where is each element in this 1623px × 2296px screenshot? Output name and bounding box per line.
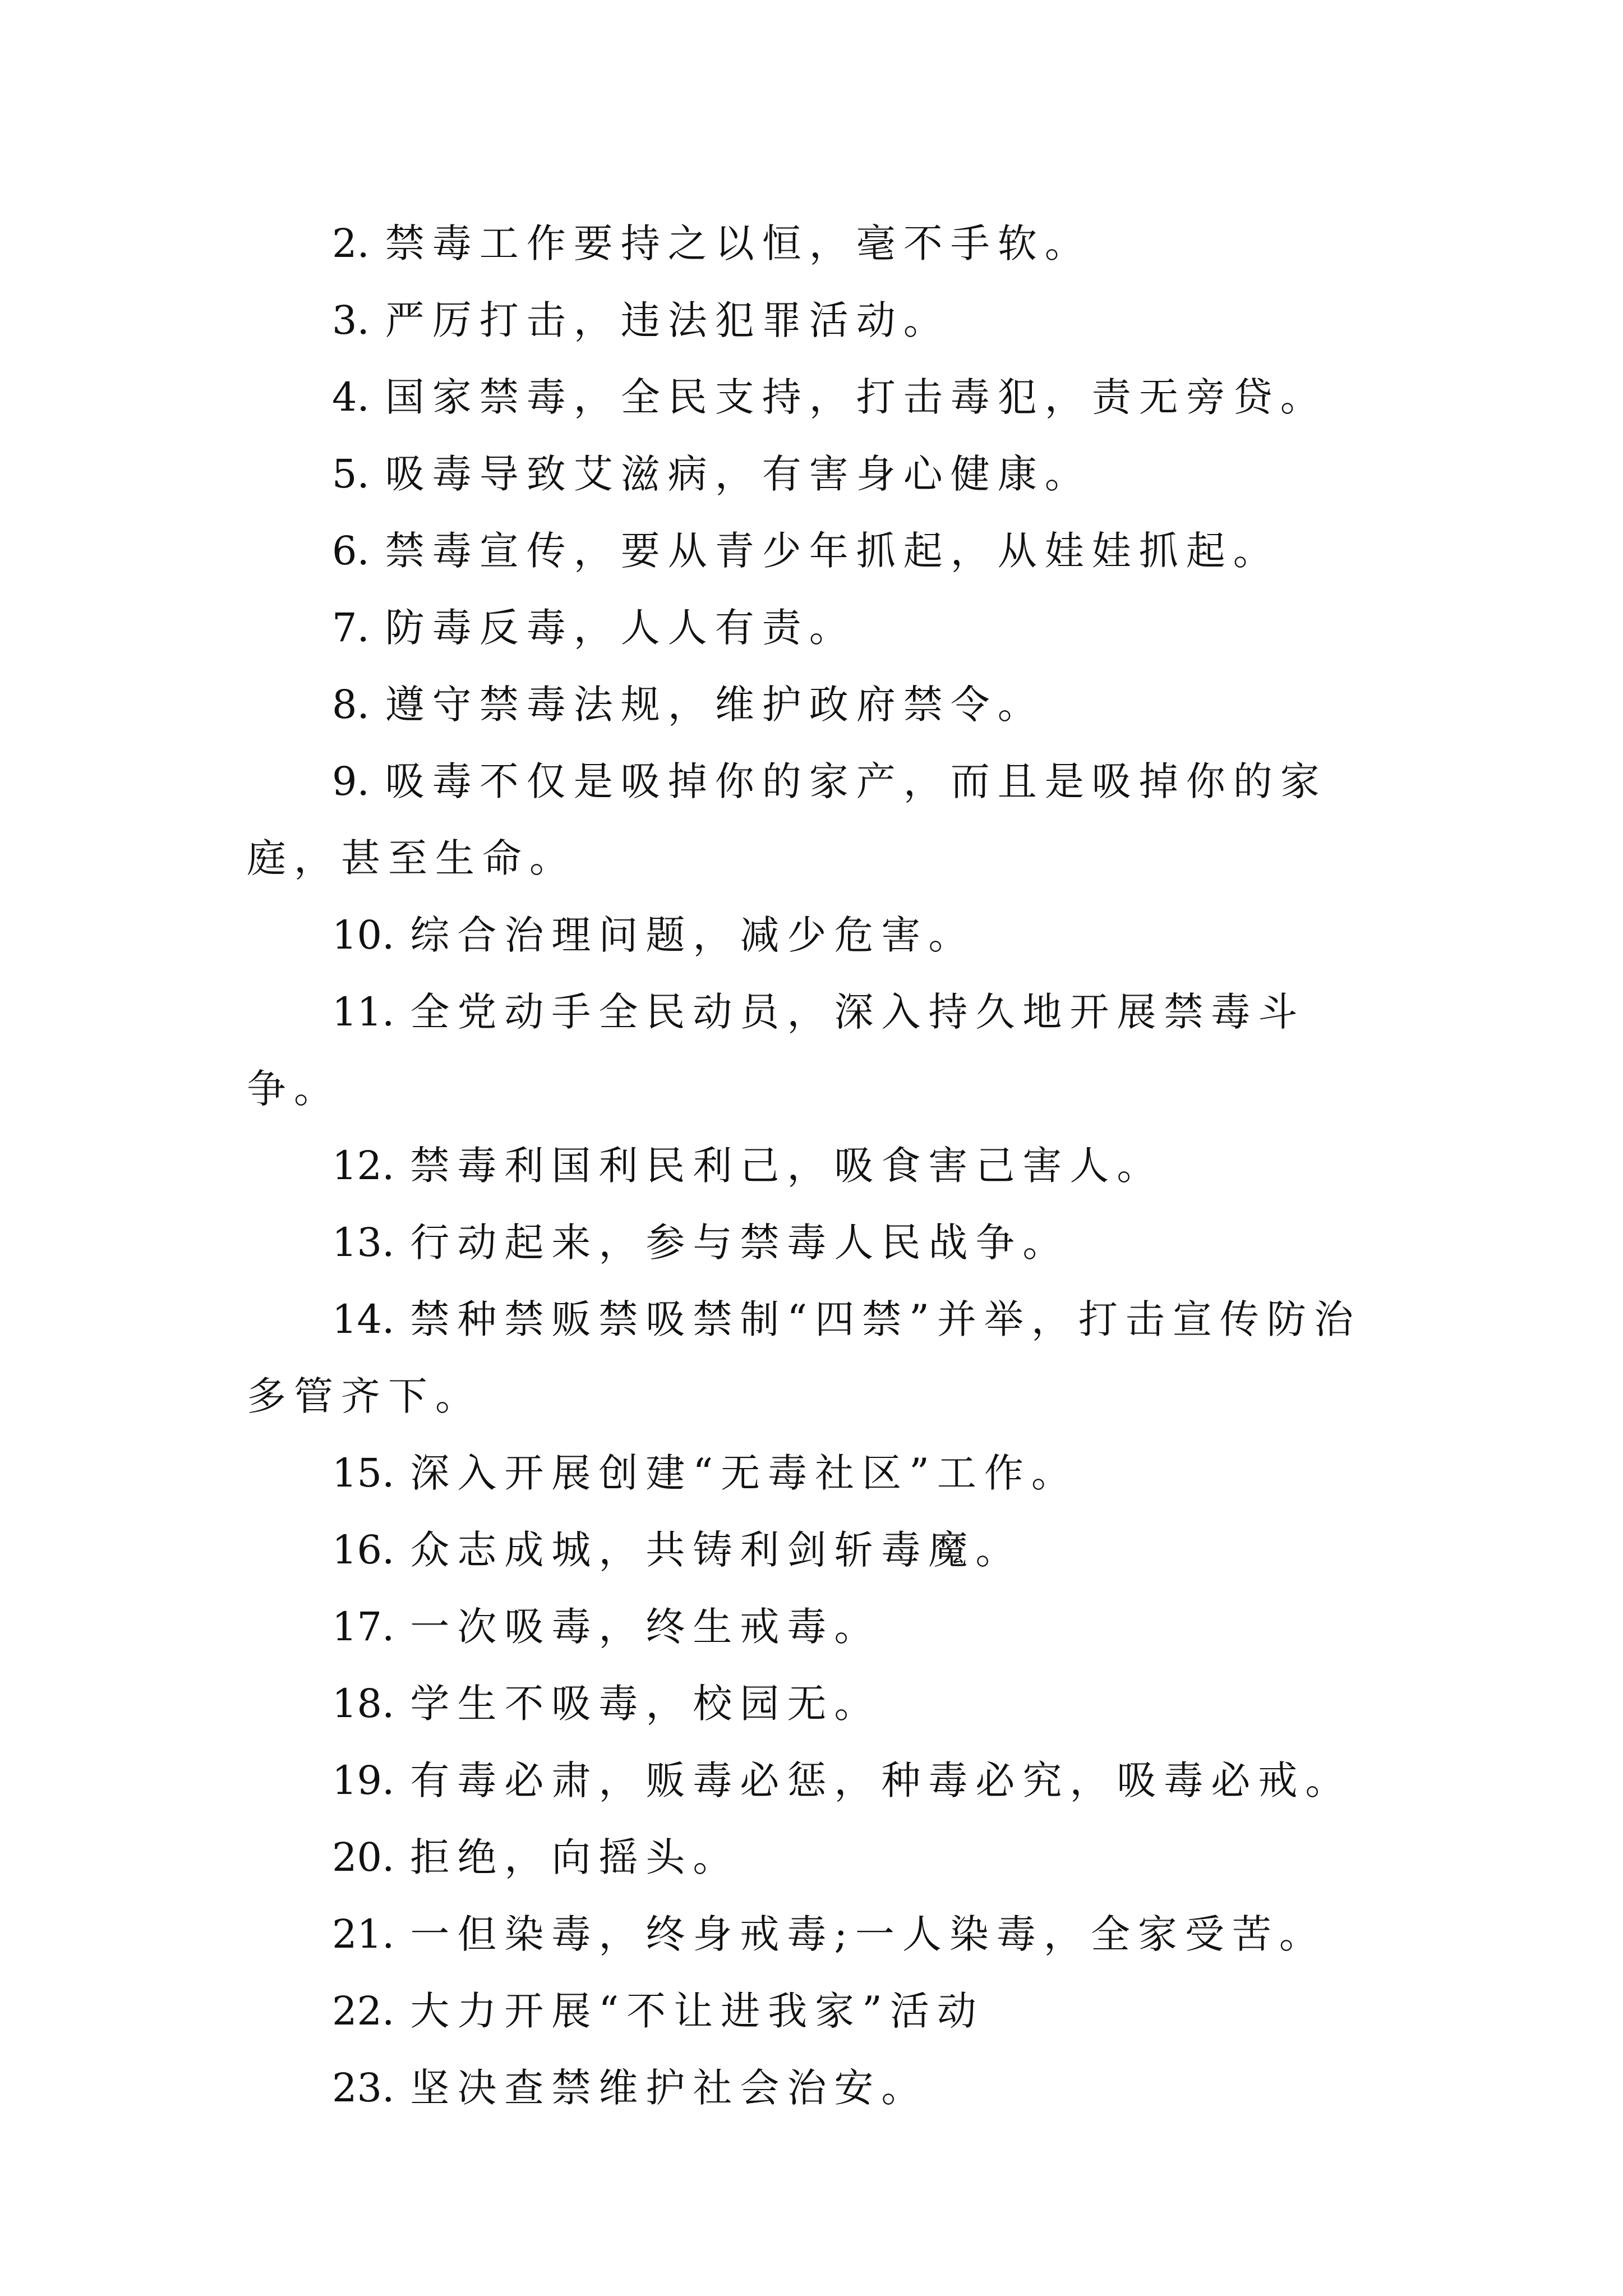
- item-number: 8.: [332, 682, 370, 728]
- item-text: 综合治理问题，减少危害。: [410, 912, 976, 958]
- list-item: [247, 1435, 1380, 1512]
- item-text: 国家禁毒，全民支持，打击毒犯，责无旁贷。: [385, 374, 1327, 420]
- item-number: 2.: [332, 220, 370, 266]
- list-item: [247, 1512, 1380, 1589]
- list-item: [247, 282, 1380, 359]
- item-text: 禁毒利国利民利己，吸食害己害人。: [410, 1143, 1164, 1189]
- item-number: 6.: [332, 528, 370, 574]
- item-text: 众志成城，共铸利剑斩毒魔。: [410, 1527, 1023, 1573]
- list-item: [247, 974, 1380, 1128]
- item-number: 11.: [332, 989, 395, 1035]
- item-text: 吸毒不仅是吸掉你的家产，而且是吸掉你的家庭，甚至生命。: [247, 758, 1327, 881]
- item-text: 有毒必肃，贩毒必惩，种毒必究，吸毒必戒。: [410, 1757, 1353, 1803]
- list-item: [247, 1819, 1380, 1896]
- item-number: 20.: [332, 1834, 395, 1880]
- list-item: [247, 2050, 1380, 2127]
- list-item: [247, 359, 1380, 436]
- item-text: 全党动手全民动员，深入持久地开展禁毒斗争。: [247, 989, 1306, 1112]
- list-item: [247, 1589, 1380, 1665]
- item-text: 禁种禁贩禁吸禁制“四禁”并举，打击宣传防治多管齐下。: [247, 1296, 1361, 1419]
- item-number: 3.: [332, 297, 370, 343]
- item-number: 13.: [332, 1220, 395, 1266]
- item-text: 深入开展创建“无毒社区”工作。: [410, 1450, 1078, 1496]
- item-number: 7.: [332, 605, 370, 651]
- list-item: [247, 1665, 1380, 1742]
- item-number: 5.: [332, 451, 370, 497]
- list-item: [247, 590, 1380, 666]
- list-item: [247, 205, 1380, 282]
- item-text: 禁毒工作要持之以恒，毫不手软。: [385, 220, 1092, 266]
- item-number: 23.: [332, 2065, 395, 2111]
- item-number: 22.: [332, 1988, 395, 2034]
- list-item: [247, 666, 1380, 743]
- item-text: 拒绝，向摇头。: [410, 1834, 740, 1880]
- list-item: [247, 436, 1380, 513]
- item-number: 18.: [332, 1681, 395, 1727]
- list-item: [247, 1281, 1380, 1435]
- item-text: 严厉打击，违法犯罪活动。: [385, 297, 951, 343]
- item-number: 4.: [332, 374, 370, 420]
- item-text: 遵守禁毒法规，维护政府禁令。: [385, 682, 1045, 728]
- item-text: 防毒反毒，人人有责。: [385, 605, 856, 651]
- item-number: 10.: [332, 912, 395, 958]
- item-text: 行动起来，参与禁毒人民战争。: [410, 1220, 1070, 1266]
- list-item: [247, 1973, 1380, 2050]
- item-number: 19.: [332, 1757, 395, 1803]
- item-text: 一次吸毒，终生戒毒。: [410, 1604, 882, 1650]
- item-number: 9.: [332, 758, 370, 804]
- item-number: 15.: [332, 1450, 395, 1496]
- slogan-list: [247, 205, 1380, 2127]
- list-item: [247, 1742, 1380, 1819]
- item-text: 学生不吸毒，校园无。: [410, 1681, 882, 1727]
- list-item: [247, 897, 1380, 974]
- item-text: 吸毒导致艾滋病，有害身心健康。: [385, 451, 1092, 497]
- item-text: 禁毒宣传，要从青少年抓起，从娃娃抓起。: [385, 528, 1280, 574]
- item-number: 16.: [332, 1527, 395, 1573]
- item-number: 12.: [332, 1143, 395, 1189]
- list-item: [247, 1204, 1380, 1281]
- list-item: [247, 1128, 1380, 1204]
- item-number: 21.: [332, 1911, 395, 1957]
- item-text: 大力开展“不让进我家”活动: [410, 1988, 984, 2034]
- item-text: 坚决查禁维护社会治安。: [410, 2065, 929, 2111]
- item-number: 17.: [332, 1604, 395, 1650]
- list-item: [247, 743, 1380, 897]
- item-number: 14.: [332, 1296, 395, 1342]
- list-item: [247, 513, 1380, 590]
- list-item: [247, 1896, 1380, 1973]
- item-text: 一但染毒，终身戒毒;一人染毒，全家受苦。: [410, 1911, 1326, 1957]
